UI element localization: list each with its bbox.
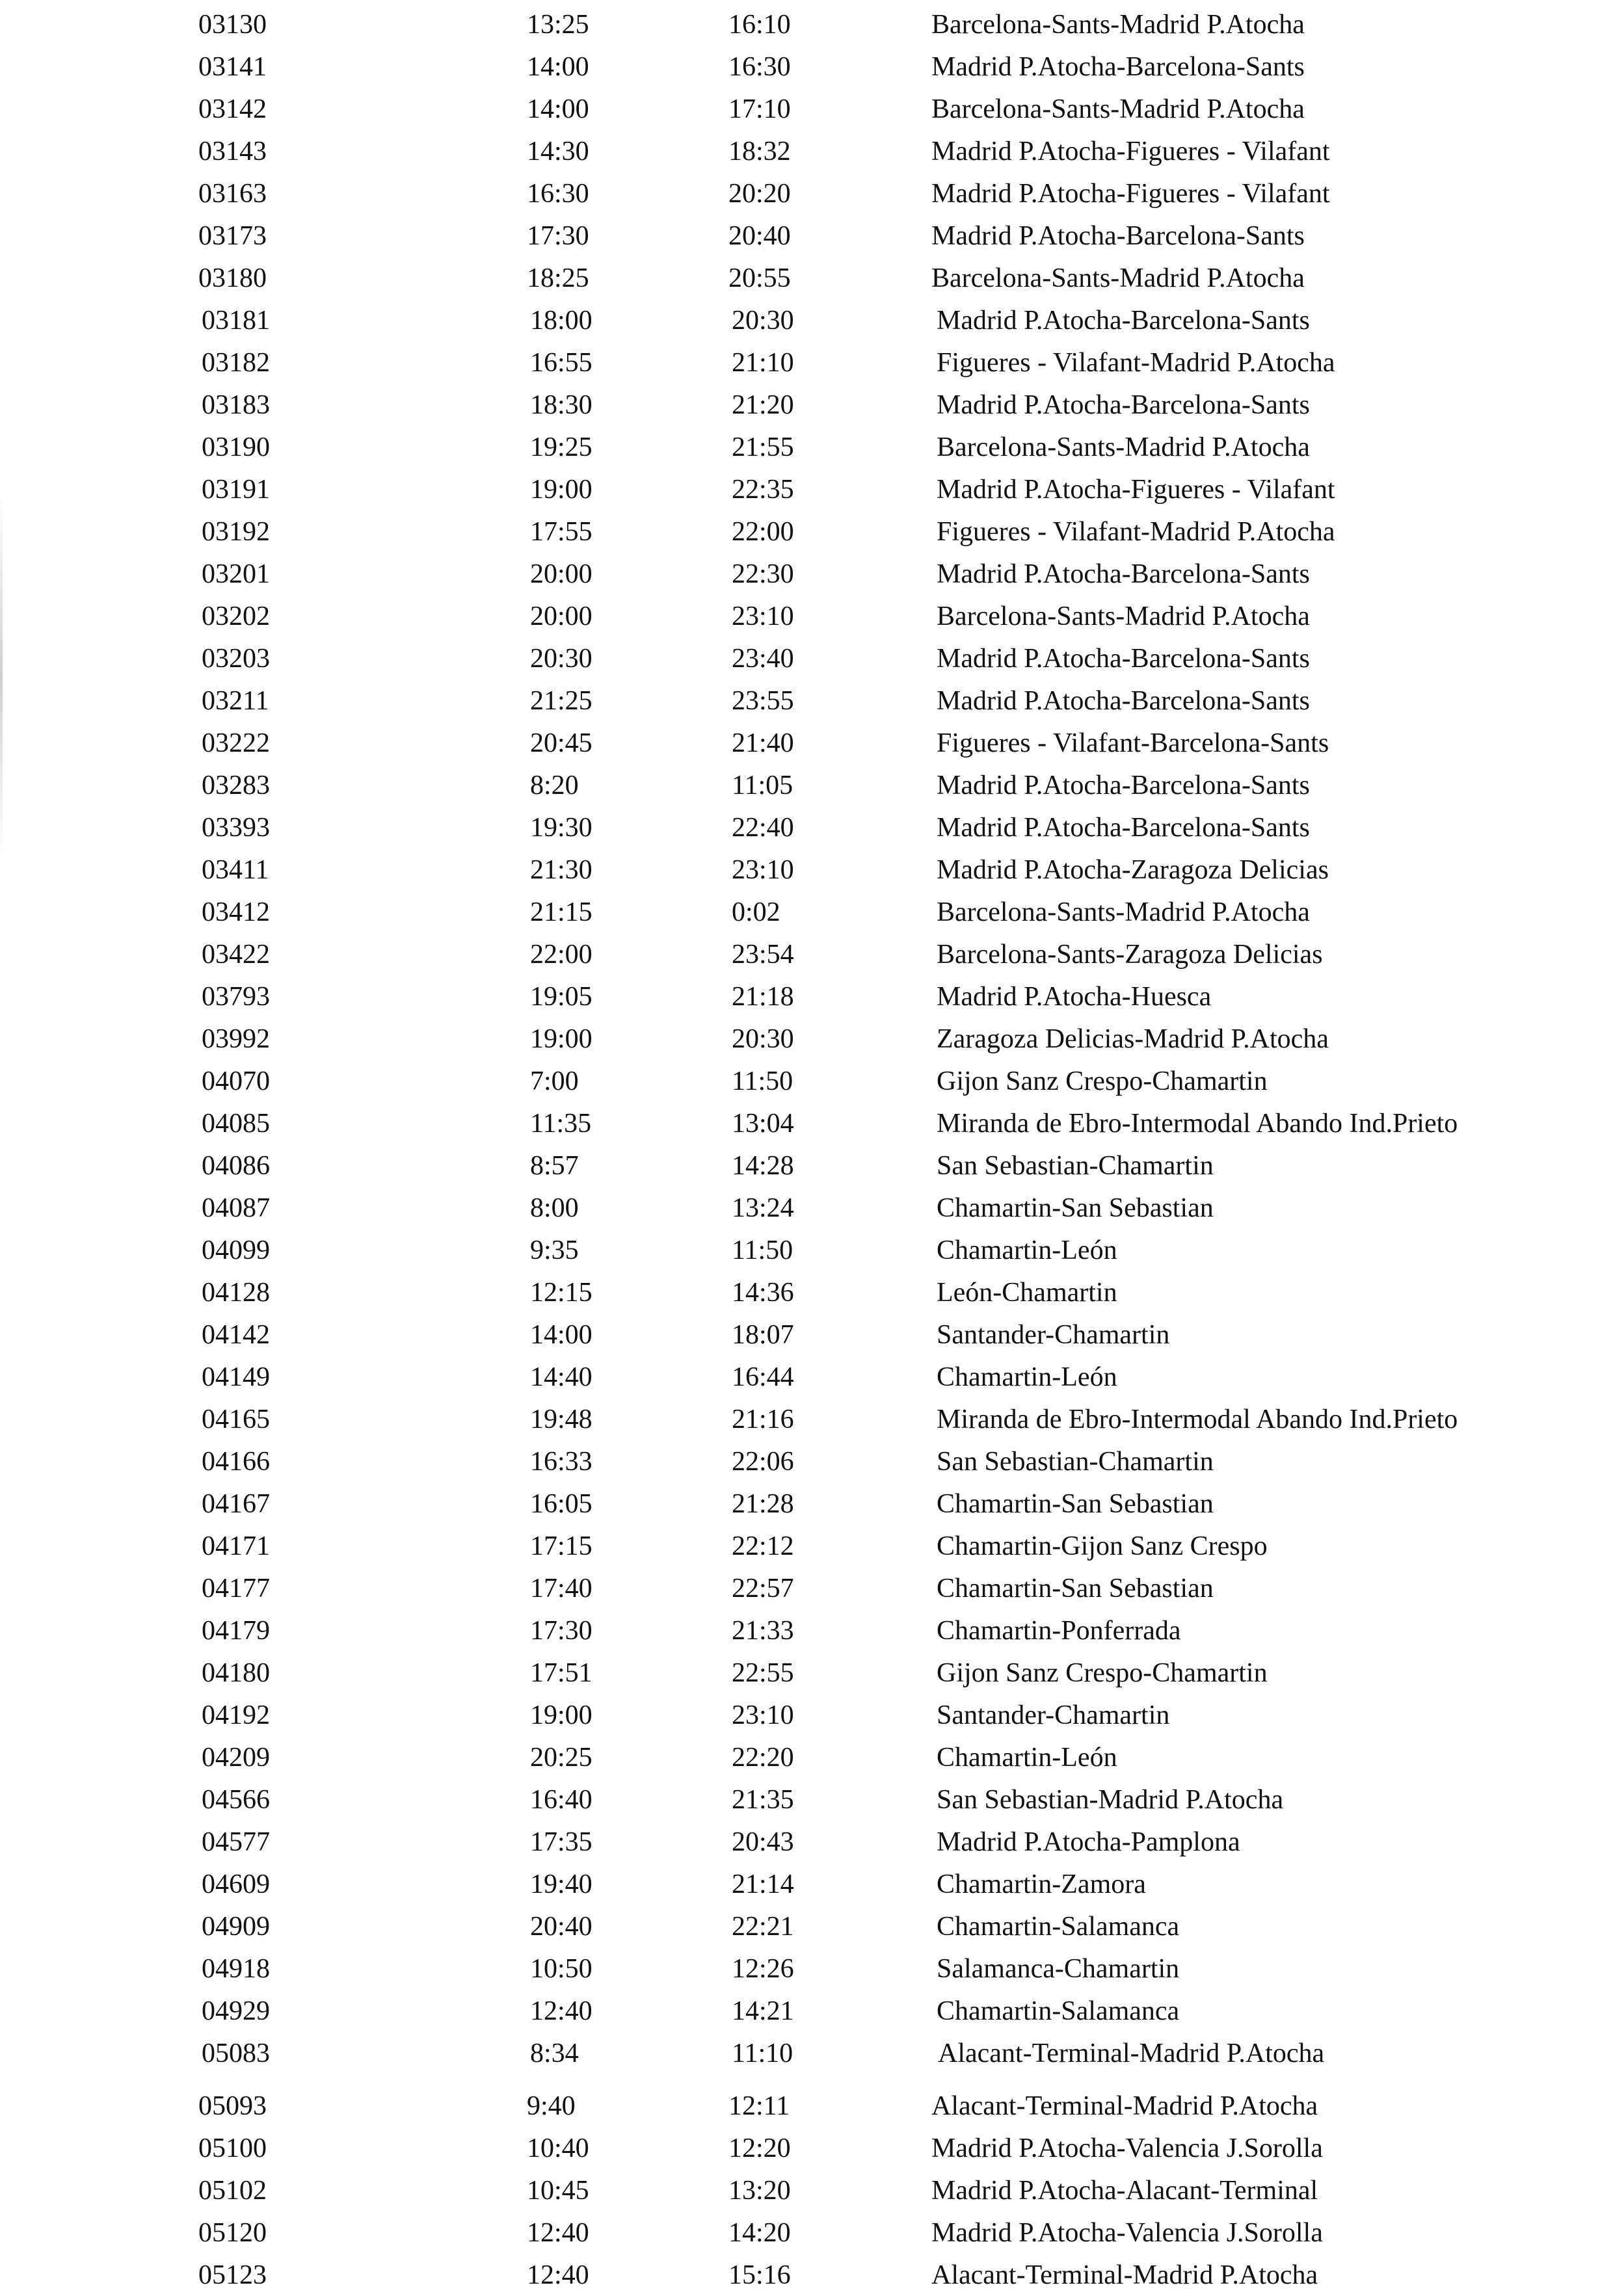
route-cell: Madrid P.Atocha-Barcelona-Sants <box>931 52 1305 82</box>
arrival-time-cell: 23:40 <box>732 644 794 674</box>
route-cell: Alacant-Terminal-Madrid P.Atocha <box>938 2039 1325 2068</box>
table-row <box>0 934 1613 975</box>
route-cell: Barcelona-Sants-Madrid P.Atocha <box>937 601 1310 631</box>
departure-time-cell: 18:30 <box>530 390 593 420</box>
route-cell: Madrid P.Atocha-Barcelona-Sants <box>937 559 1310 589</box>
departure-time-cell: 19:25 <box>530 432 593 462</box>
route-cell: Figueres - Vilafant-Barcelona-Sants <box>937 728 1329 758</box>
arrival-time-cell: 22:40 <box>732 813 794 843</box>
departure-time-cell: 8:34 <box>530 2039 579 2068</box>
train-number-cell: 03163 <box>198 179 267 209</box>
table-row <box>0 765 1613 806</box>
table-row <box>0 1145 1613 1187</box>
train-number-cell: 03283 <box>202 771 270 800</box>
arrival-time-cell: 15:16 <box>728 2260 791 2290</box>
departure-time-cell: 7:00 <box>530 1066 579 1096</box>
departure-time-cell: 16:33 <box>530 1447 593 1477</box>
departure-time-cell: 17:55 <box>530 517 593 547</box>
arrival-time-cell: 17:10 <box>728 94 791 124</box>
table-row <box>0 342 1613 384</box>
table-row <box>0 596 1613 637</box>
table-row <box>0 2254 1613 2296</box>
departure-time-cell: 18:00 <box>530 306 593 336</box>
table-row <box>0 469 1613 510</box>
table-row <box>0 1821 1613 1863</box>
arrival-time-cell: 12:26 <box>732 1954 794 1984</box>
route-cell: Zaragoza Delicias-Madrid P.Atocha <box>937 1024 1329 1054</box>
arrival-time-cell: 22:57 <box>732 1574 794 1603</box>
arrival-time-cell: 21:10 <box>732 348 794 378</box>
arrival-time-cell: 22:00 <box>732 517 794 547</box>
route-cell: Gijon Sanz Crespo-Chamartin <box>937 1066 1268 1096</box>
table-row <box>0 300 1613 341</box>
table-row <box>0 384 1613 426</box>
table-row <box>0 427 1613 468</box>
table-row <box>0 1314 1613 1356</box>
route-cell: Santander-Chamartin <box>937 1320 1170 1350</box>
route-cell: Madrid P.Atocha-Zaragoza Delicias <box>937 855 1329 885</box>
train-number-cell: 03411 <box>202 855 269 885</box>
route-cell: Chamartin-San Sebastian <box>937 1193 1214 1223</box>
arrival-time-cell: 16:30 <box>728 52 791 82</box>
train-number-cell: 04149 <box>202 1362 270 1392</box>
table-row <box>0 1652 1613 1694</box>
train-number-cell: 03203 <box>202 644 270 674</box>
table-row <box>0 1230 1613 1271</box>
departure-time-cell: 22:00 <box>530 940 593 970</box>
table-row <box>0 1610 1613 1652</box>
route-cell: Madrid P.Atocha-Pamplona <box>937 1827 1240 1857</box>
arrival-time-cell: 22:35 <box>732 475 794 505</box>
route-cell: León-Chamartin <box>937 1278 1117 1308</box>
table-row <box>0 1948 1613 1990</box>
table-row <box>0 638 1613 680</box>
departure-time-cell: 19:00 <box>530 1024 593 1054</box>
arrival-time-cell: 12:20 <box>728 2133 791 2163</box>
train-number-cell: 03393 <box>202 813 270 843</box>
route-cell: Chamartin-Salamanca <box>937 1912 1180 1942</box>
departure-time-cell: 21:15 <box>530 897 593 927</box>
train-number-cell: 03202 <box>202 601 270 631</box>
table-row <box>0 2128 1613 2169</box>
route-cell: Chamartin-Zamora <box>937 1869 1146 1899</box>
table-row <box>0 2170 1613 2211</box>
train-number-cell: 04070 <box>202 1066 270 1096</box>
arrival-time-cell: 21:35 <box>732 1785 794 1815</box>
departure-time-cell: 19:30 <box>530 813 593 843</box>
arrival-time-cell: 23:55 <box>732 686 794 716</box>
departure-time-cell: 16:05 <box>530 1489 593 1519</box>
route-cell: San Sebastian-Madrid P.Atocha <box>937 1785 1284 1815</box>
arrival-time-cell: 21:28 <box>732 1489 794 1519</box>
arrival-time-cell: 21:16 <box>732 1405 794 1434</box>
arrival-time-cell: 11:50 <box>732 1066 793 1096</box>
table-row <box>0 722 1613 764</box>
train-number-cell: 03181 <box>202 306 270 336</box>
table-row <box>0 1990 1613 2032</box>
departure-time-cell: 12:15 <box>530 1278 593 1308</box>
train-number-cell: 04909 <box>202 1912 270 1942</box>
route-cell: Chamartin-Salamanca <box>937 1996 1180 2026</box>
departure-time-cell: 20:45 <box>530 728 593 758</box>
train-number-cell: 04192 <box>202 1700 270 1730</box>
route-cell: Figueres - Vilafant-Madrid P.Atocha <box>937 348 1335 378</box>
departure-time-cell: 17:30 <box>527 221 589 251</box>
train-number-cell: 05083 <box>202 2039 270 2068</box>
train-number-cell: 04099 <box>202 1235 270 1265</box>
departure-time-cell: 14:00 <box>527 94 589 124</box>
train-number-cell: 03143 <box>198 137 267 166</box>
route-cell: Barcelona-Sants-Madrid P.Atocha <box>931 94 1305 124</box>
arrival-time-cell: 22:12 <box>732 1531 794 1561</box>
departure-time-cell: 12:40 <box>527 2260 589 2290</box>
table-row <box>0 891 1613 933</box>
departure-time-cell: 18:25 <box>527 263 589 293</box>
table-row <box>0 553 1613 595</box>
route-cell: Chamartin-León <box>937 1235 1117 1265</box>
table-row <box>0 2033 1613 2074</box>
arrival-time-cell: 21:14 <box>732 1869 794 1899</box>
train-number-cell: 03180 <box>198 263 267 293</box>
table-row <box>0 88 1613 130</box>
table-row <box>0 2212 1613 2254</box>
table-row <box>0 1103 1613 1144</box>
route-cell: Madrid P.Atocha-Figueres - Vilafant <box>931 179 1330 209</box>
departure-time-cell: 20:25 <box>530 1743 593 1773</box>
route-cell: Santander-Chamartin <box>937 1700 1170 1730</box>
train-number-cell: 04929 <box>202 1996 270 2026</box>
route-cell: Chamartin-San Sebastian <box>937 1574 1214 1603</box>
route-cell: Chamartin-León <box>937 1743 1117 1773</box>
train-number-cell: 03793 <box>202 982 270 1012</box>
arrival-time-cell: 22:21 <box>732 1912 794 1942</box>
route-cell: Madrid P.Atocha-Barcelona-Sants <box>937 390 1310 420</box>
arrival-time-cell: 20:40 <box>728 221 791 251</box>
departure-time-cell: 19:40 <box>530 1869 593 1899</box>
route-cell: Madrid P.Atocha-Figueres - Vilafant <box>937 475 1335 505</box>
arrival-time-cell: 14:28 <box>732 1151 794 1181</box>
arrival-time-cell: 0:02 <box>732 897 780 927</box>
train-number-cell: 05123 <box>198 2260 267 2290</box>
arrival-time-cell: 21:40 <box>732 728 794 758</box>
table-row <box>0 849 1613 891</box>
train-number-cell: 03191 <box>202 475 270 505</box>
arrival-time-cell: 18:07 <box>732 1320 794 1350</box>
train-number-cell: 04209 <box>202 1743 270 1773</box>
train-number-cell: 03183 <box>202 390 270 420</box>
departure-time-cell: 12:40 <box>530 1996 593 2026</box>
route-cell: Miranda de Ebro-Intermodal Abando Ind.Prieto <box>937 1405 1458 1434</box>
departure-time-cell: 14:00 <box>527 52 589 82</box>
route-cell: Alacant-Terminal-Madrid P.Atocha <box>931 2260 1318 2290</box>
route-cell: Barcelona-Sants-Madrid P.Atocha <box>931 10 1305 40</box>
train-number-cell: 04167 <box>202 1489 270 1519</box>
departure-time-cell: 16:55 <box>530 348 593 378</box>
train-number-cell: 04085 <box>202 1109 270 1139</box>
table-row <box>0 976 1613 1018</box>
arrival-time-cell: 11:05 <box>732 771 793 800</box>
train-number-cell: 03142 <box>198 94 267 124</box>
arrival-time-cell: 23:10 <box>732 1700 794 1730</box>
departure-time-cell: 14:00 <box>530 1320 593 1350</box>
table-row <box>0 1864 1613 1905</box>
table-row <box>0 1483 1613 1525</box>
arrival-time-cell: 23:10 <box>732 855 794 885</box>
train-number-cell: 04179 <box>202 1616 270 1646</box>
route-cell: San Sebastian-Chamartin <box>937 1447 1214 1477</box>
arrival-time-cell: 13:04 <box>732 1109 794 1139</box>
departure-time-cell: 19:00 <box>530 475 593 505</box>
table-row <box>0 1272 1613 1313</box>
route-cell: Miranda de Ebro-Intermodal Abando Ind.Prieto <box>937 1109 1458 1139</box>
train-number-cell: 05120 <box>198 2218 267 2248</box>
arrival-time-cell: 14:21 <box>732 1996 794 2026</box>
route-cell: Madrid P.Atocha-Alacant-Terminal <box>931 2176 1318 2206</box>
route-cell: Chamartin-Ponferrada <box>937 1616 1181 1646</box>
table-row <box>0 173 1613 215</box>
table-row <box>0 215 1613 257</box>
route-cell: San Sebastian-Chamartin <box>937 1151 1214 1181</box>
arrival-time-cell: 16:44 <box>732 1362 794 1392</box>
route-cell: Gijon Sanz Crespo-Chamartin <box>937 1658 1268 1688</box>
arrival-time-cell: 14:20 <box>728 2218 791 2248</box>
table-row <box>0 4 1613 46</box>
train-number-cell: 03992 <box>202 1024 270 1054</box>
table-row <box>0 1018 1613 1060</box>
train-number-cell: 03422 <box>202 940 270 970</box>
train-number-cell: 05093 <box>198 2091 267 2121</box>
departure-time-cell: 20:00 <box>530 601 593 631</box>
train-number-cell: 04577 <box>202 1827 270 1857</box>
departure-time-cell: 13:25 <box>527 10 589 40</box>
arrival-time-cell: 21:18 <box>732 982 794 1012</box>
departure-time-cell: 19:05 <box>530 982 593 1012</box>
arrival-time-cell: 18:32 <box>728 137 791 166</box>
departure-time-cell: 11:35 <box>530 1109 592 1139</box>
train-number-cell: 04128 <box>202 1278 270 1308</box>
departure-time-cell: 20:00 <box>530 559 593 589</box>
route-cell: Barcelona-Sants-Zaragoza Delicias <box>937 940 1323 970</box>
route-cell: Chamartin-Gijon Sanz Crespo <box>937 1531 1268 1561</box>
departure-time-cell: 12:40 <box>527 2218 589 2248</box>
train-number-cell: 04918 <box>202 1954 270 1984</box>
table-row <box>0 1356 1613 1398</box>
departure-time-cell: 21:25 <box>530 686 593 716</box>
train-number-cell: 04609 <box>202 1869 270 1899</box>
train-number-cell: 04566 <box>202 1785 270 1815</box>
departure-time-cell: 17:40 <box>530 1574 593 1603</box>
arrival-time-cell: 13:24 <box>732 1193 794 1223</box>
arrival-time-cell: 21:55 <box>732 432 794 462</box>
route-cell: Chamartin-San Sebastian <box>937 1489 1214 1519</box>
arrival-time-cell: 20:30 <box>732 306 794 336</box>
route-cell: Chamartin-León <box>937 1362 1117 1392</box>
train-number-cell: 03173 <box>198 221 267 251</box>
arrival-time-cell: 21:20 <box>732 390 794 420</box>
route-cell: Madrid P.Atocha-Barcelona-Sants <box>937 644 1310 674</box>
departure-time-cell: 19:48 <box>530 1405 593 1434</box>
train-number-cell: 03211 <box>202 686 269 716</box>
arrival-time-cell: 11:10 <box>732 2039 793 2068</box>
arrival-time-cell: 20:30 <box>732 1024 794 1054</box>
train-number-cell: 04087 <box>202 1193 270 1223</box>
train-number-cell: 03412 <box>202 897 270 927</box>
train-number-cell: 03190 <box>202 432 270 462</box>
route-cell: Madrid P.Atocha-Figueres - Vilafant <box>931 137 1330 166</box>
table-row <box>0 131 1613 172</box>
departure-time-cell: 16:30 <box>527 179 589 209</box>
route-cell: Barcelona-Sants-Madrid P.Atocha <box>937 432 1310 462</box>
arrival-time-cell: 20:20 <box>728 179 791 209</box>
train-number-cell: 04171 <box>202 1531 270 1561</box>
departure-time-cell: 10:45 <box>527 2176 589 2206</box>
train-number-cell: 04180 <box>202 1658 270 1688</box>
train-number-cell: 03201 <box>202 559 270 589</box>
arrival-time-cell: 13:20 <box>728 2176 791 2206</box>
arrival-time-cell: 14:36 <box>732 1278 794 1308</box>
train-number-cell: 05100 <box>198 2133 267 2163</box>
train-number-cell: 03130 <box>198 10 267 40</box>
departure-time-cell: 10:40 <box>527 2133 589 2163</box>
route-cell: Madrid P.Atocha-Barcelona-Sants <box>937 813 1310 843</box>
arrival-time-cell: 20:43 <box>732 1827 794 1857</box>
table-row <box>0 1441 1613 1483</box>
departure-time-cell: 10:50 <box>530 1954 593 1984</box>
train-number-cell: 04177 <box>202 1574 270 1603</box>
departure-time-cell: 17:51 <box>530 1658 593 1688</box>
arrival-time-cell: 23:10 <box>732 601 794 631</box>
departure-time-cell: 9:35 <box>530 1235 579 1265</box>
train-number-cell: 03141 <box>198 52 267 82</box>
train-number-cell: 04166 <box>202 1447 270 1477</box>
arrival-time-cell: 12:11 <box>728 2091 790 2121</box>
departure-time-cell: 14:30 <box>527 137 589 166</box>
arrival-time-cell: 22:06 <box>732 1447 794 1477</box>
table-row <box>0 2085 1613 2127</box>
train-number-cell: 03192 <box>202 517 270 547</box>
table-row <box>0 1525 1613 1567</box>
table-row <box>0 1399 1613 1440</box>
table-row <box>0 1695 1613 1736</box>
departure-time-cell: 8:20 <box>530 771 579 800</box>
table-row <box>0 257 1613 299</box>
train-number-cell: 04142 <box>202 1320 270 1350</box>
train-number-cell: 04086 <box>202 1151 270 1181</box>
table-row <box>0 1779 1613 1821</box>
arrival-time-cell: 16:10 <box>728 10 791 40</box>
departure-time-cell: 16:40 <box>530 1785 593 1815</box>
departure-time-cell: 9:40 <box>527 2091 576 2121</box>
departure-time-cell: 21:30 <box>530 855 593 885</box>
table-row <box>0 1568 1613 1609</box>
arrival-time-cell: 11:50 <box>732 1235 793 1265</box>
route-cell: Madrid P.Atocha-Barcelona-Sants <box>931 221 1305 251</box>
train-number-cell: 05102 <box>198 2176 267 2206</box>
arrival-time-cell: 23:54 <box>732 940 794 970</box>
train-number-cell: 03182 <box>202 348 270 378</box>
departure-time-cell: 17:30 <box>530 1616 593 1646</box>
route-cell: Salamanca-Chamartin <box>937 1954 1180 1984</box>
departure-time-cell: 20:40 <box>530 1912 593 1942</box>
train-number-cell: 03222 <box>202 728 270 758</box>
arrival-time-cell: 20:55 <box>728 263 791 293</box>
table-row <box>0 1061 1613 1102</box>
arrival-time-cell: 22:30 <box>732 559 794 589</box>
departure-time-cell: 8:00 <box>530 1193 579 1223</box>
departure-time-cell: 14:40 <box>530 1362 593 1392</box>
arrival-time-cell: 21:33 <box>732 1616 794 1646</box>
route-cell: Figueres - Vilafant-Madrid P.Atocha <box>937 517 1335 547</box>
route-cell: Madrid P.Atocha-Valencia J.Sorolla <box>931 2133 1323 2163</box>
arrival-time-cell: 22:55 <box>732 1658 794 1688</box>
arrival-time-cell: 22:20 <box>732 1743 794 1773</box>
table-row <box>0 46 1613 88</box>
table-row <box>0 1737 1613 1778</box>
route-cell: Barcelona-Sants-Madrid P.Atocha <box>937 897 1310 927</box>
route-cell: Madrid P.Atocha-Barcelona-Sants <box>937 686 1310 716</box>
departure-time-cell: 20:30 <box>530 644 593 674</box>
table-row <box>0 1187 1613 1229</box>
route-cell: Madrid P.Atocha-Barcelona-Sants <box>937 306 1310 336</box>
departure-time-cell: 19:00 <box>530 1700 593 1730</box>
table-row <box>0 807 1613 849</box>
route-cell: Madrid P.Atocha-Huesca <box>937 982 1212 1012</box>
route-cell: Madrid P.Atocha-Valencia J.Sorolla <box>931 2218 1323 2248</box>
departure-time-cell: 17:15 <box>530 1531 593 1561</box>
table-row <box>0 511 1613 553</box>
train-number-cell: 04165 <box>202 1405 270 1434</box>
departure-time-cell: 17:35 <box>530 1827 593 1857</box>
table-row <box>0 1906 1613 1947</box>
route-cell: Alacant-Terminal-Madrid P.Atocha <box>931 2091 1318 2121</box>
table-row <box>0 680 1613 722</box>
departure-time-cell: 8:57 <box>530 1151 579 1181</box>
route-cell: Barcelona-Sants-Madrid P.Atocha <box>931 263 1305 293</box>
route-cell: Madrid P.Atocha-Barcelona-Sants <box>937 771 1310 800</box>
